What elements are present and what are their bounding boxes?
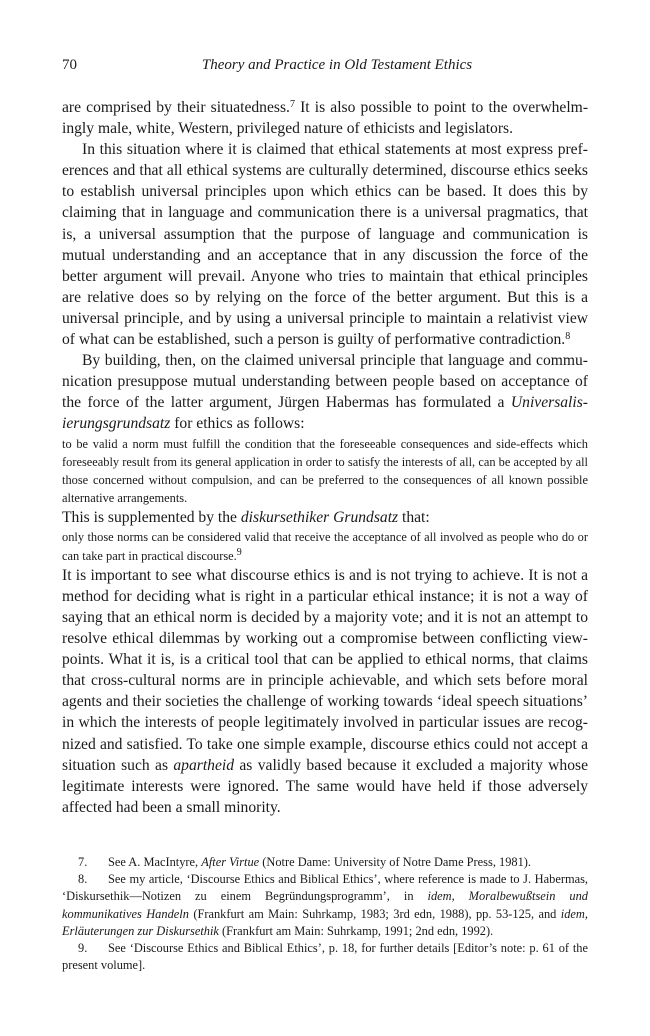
p4-text: This is supplemented by the (62, 509, 241, 527)
footnote-text: (Frankfurt am Main: Suhrkamp, 1991; 2nd edn, 1992). (218, 923, 494, 938)
p5-text: It is important to see what discourse ethics is and is not trying to achieve. It is not a method for deciding what is right in a particular ethical instance; it is not a way of saying that an ethical norm is decided by a majority vote; and it is not an attempt to resolve ethical dilemmas by working out a compromise between conflicting viewpoints. What it is, is a critical tool that can be applied to ethical norms, that claims that cross-cultural norms are in principle achievable, and which sets before moral agents and their societies the challenge of working towards ‘ideal speech situations’ in which the interests of people legitimately involved in particular issues are recognized and satisfied. To take one simple example, discourse ethics could not accept a situation such as (62, 566, 588, 774)
footnote-text: See my article, ‘Discourse Ethics and Biblical Ethics’, where reference is made to J. Habermas, ‘Diskursethik—Notizen zu einem Begründungsprogramm’, in (62, 872, 588, 904)
footnote-title: After Virtue (201, 855, 260, 869)
paragraph-5 (62, 565, 588, 818)
footnotes (62, 854, 588, 974)
footnote-number: 9. (78, 941, 88, 956)
note-ref-8: 8 (565, 331, 571, 343)
footnote-title: idem, Erläuterungen zur Diskursethik (62, 906, 588, 938)
footnote-9 (62, 940, 588, 974)
p1-text-b: It is also possible to point to the overwhelmingly male, white, Western, privileged nature of ethicists and legislators. (62, 99, 589, 138)
p3-text: By building, then, on the claimed universal principle that language and communication presuppose mutual understanding between people based on acceptance of the force of the latter argument, Jürgen Habermas has formulated a (62, 352, 588, 412)
p2-text: In this situation where it is claimed that ethical statements at most express preferences and that all ethical systems are culturally determined, discourse ethics seeks to establish universal principles upon which ethics can be based. It does this by claiming that in language and communication there is a universal pragmatics, that is, a universal assumption that the purpose of language and communication is mutual understanding and an acceptance that in any discussion the force of the better argument will prevail. Anyone who tries to maintain that ethical principles are relative does so by relying on the force of the better argument. But this is a universal principle, and by using a universal principle to maintain a relativist view of what can be established, such a person is guilty of performative contradiction. (62, 141, 588, 349)
footnote-text: (Frankfurt am Main: Suhrkamp, 1983; 3rd edn, 1988), pp. 53-125, and (188, 906, 561, 921)
p4-term: diskursethiker Grundsatz (240, 509, 399, 527)
paragraph-3 (62, 350, 588, 434)
p5-term: apartheid (173, 756, 235, 774)
footnote-number: 7. (78, 855, 88, 869)
footnote-number: 8. (78, 872, 88, 887)
running-title: Theory and Practice in Old Testament Ethics (201, 57, 473, 73)
note-ref-9: 9 (236, 546, 242, 558)
block-quote-1: to be valid a norm must fulfill the condition that the foreseeable consequences and side-effects which foreseeably result from its general application in order to satisfy the interests of all, can be accepted by all those concerned without compulsion, and can be preferred to the consequences of all known possible alternative arrangements. (62, 436, 588, 506)
footnote-7 (62, 854, 588, 871)
footnote-text: See A. MacIntyre, (108, 855, 202, 869)
block-quote-2 (62, 528, 588, 564)
p1-text: are comprised by their situatedness. (62, 99, 290, 116)
quote2-text: only those norms can be considered valid that receive the acceptance of all involved as people who do or can take part in practical discourse. (62, 530, 588, 563)
body-text (62, 97, 588, 818)
paragraph-1 (62, 97, 588, 139)
footnote-title: idem, Moralbewußtsein und kommunikatives Handeln (62, 889, 588, 921)
paragraph-2 (62, 139, 588, 350)
footnote-text: (Notre Dame: University of Notre Dame Press, 1981). (259, 855, 532, 869)
p4-text-b: that: (398, 509, 430, 527)
running-head (62, 57, 588, 77)
p5-text-b: as validly based because it excluded a majority whose legitimate interests were ignored. The same would have held if those adversely affected had been a small minority. (62, 756, 588, 816)
p3-term: Universalisierungsgrundsatz (62, 394, 588, 433)
footnote-8 (62, 871, 588, 940)
page-number: 70 (62, 57, 77, 73)
note-ref-7: 7 (289, 99, 295, 110)
p3-text-b: for ethics as follows: (170, 415, 305, 433)
footnote-text: See ‘Discourse Ethics and Biblical Ethics’, p. 18, for further details [Editor’s note: p. 61 of the present volume]. (62, 941, 588, 973)
paragraph-4 (62, 507, 588, 528)
